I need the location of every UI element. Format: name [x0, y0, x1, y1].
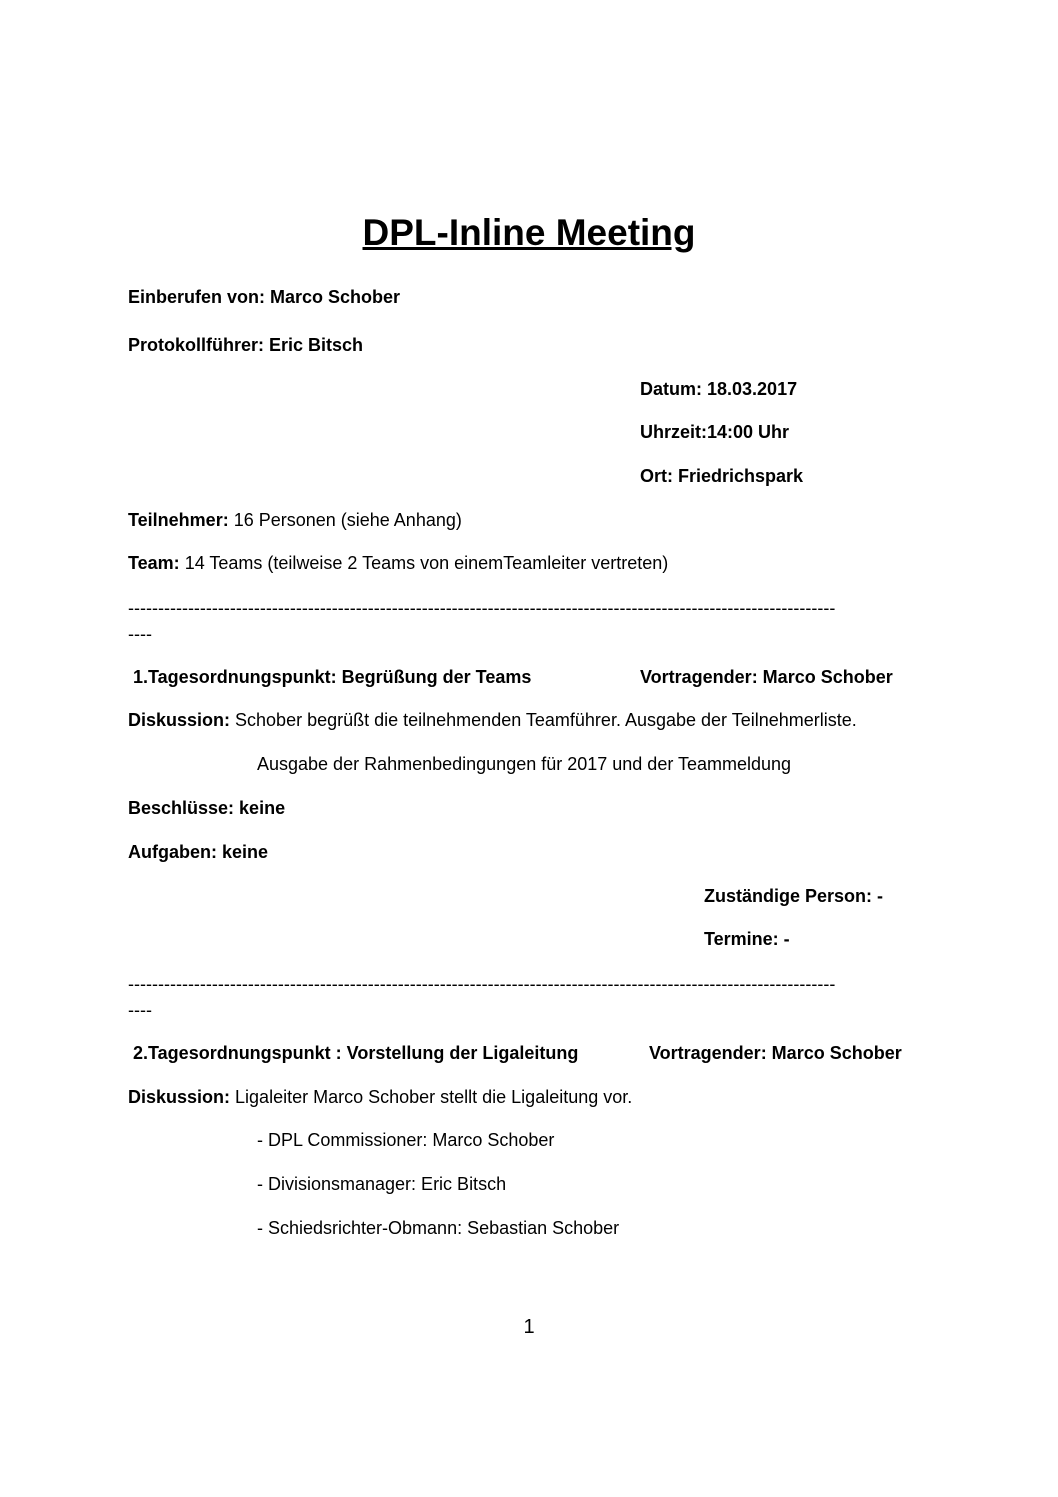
agenda-item-2-heading: 2.Tagesordnungspunkt : Vorstellung der Ligaleitung — [133, 1043, 579, 1063]
participants-line — [128, 509, 462, 531]
discussion-label: Diskussion: — [128, 710, 231, 730]
meeting-location: Ort: Friedrichspark — [640, 466, 804, 486]
discussion-text: Ligaleiter Marco Schober stellt die Ligaleitung vor. — [230, 1087, 633, 1107]
list-item: - DPL Commissioner: Marco Schober — [257, 1130, 555, 1150]
meeting-time: Uhrzeit:14:00 Uhr — [640, 422, 790, 442]
page-title: DPL-Inline Meeting — [362, 212, 696, 253]
agenda-item-1-decisions: Beschlüsse: keine — [128, 798, 286, 818]
team-value: 14 Teams (teilweise 2 Teams von einemTeamleiter vertreten) — [179, 553, 669, 573]
agenda-item-2-speaker: Vortragender: Marco Schober — [649, 1043, 902, 1063]
minute-taker: Protokollführer: Eric Bitsch — [128, 335, 364, 355]
discussion-text: Schober begrüßt die teilnehmenden Teamführer. Ausgabe der Teilnehmerliste. — [230, 710, 857, 730]
agenda-item-1-discussion-cont: Ausgabe der Rahmenbedingungen für 2017 und der Teammeldung — [257, 754, 792, 774]
separator-line-cont: ---- — [128, 624, 152, 644]
page-number: 1 — [523, 1316, 535, 1338]
agenda-item-1-speaker: Vortragender: Marco Schober — [640, 667, 893, 687]
participants-value: 16 Personen (siehe Anhang) — [228, 510, 462, 530]
agenda-item-2-discussion — [128, 1086, 632, 1108]
agenda-item-1-heading: 1.Tagesordnungspunkt: Begrüßung der Teams — [133, 667, 532, 687]
agenda-item-1-responsible: Zuständige Person: - — [704, 886, 884, 906]
separator-line: ---------------------------------------------------------------------------------------------------------------------- — [128, 598, 836, 618]
discussion-label: Diskussion: — [128, 1087, 231, 1107]
team-line — [128, 552, 668, 574]
agenda-item-1-deadlines: Termine: - — [704, 929, 790, 949]
separator-line: ---------------------------------------------------------------------------------------------------------------------- — [128, 974, 836, 994]
convened-by: Einberufen von: Marco Schober — [128, 287, 401, 307]
participants-label: Teilnehmer: — [128, 510, 229, 530]
team-label: Team: — [128, 553, 180, 573]
list-item: - Divisionsmanager: Eric Bitsch — [257, 1174, 507, 1194]
meeting-date: Datum: 18.03.2017 — [640, 379, 798, 399]
agenda-item-1-tasks: Aufgaben: keine — [128, 842, 269, 862]
separator-line-cont: ---- — [128, 1000, 152, 1020]
list-item: - Schiedsrichter-Obmann: Sebastian Schober — [257, 1218, 620, 1238]
agenda-item-1-discussion — [128, 709, 857, 731]
